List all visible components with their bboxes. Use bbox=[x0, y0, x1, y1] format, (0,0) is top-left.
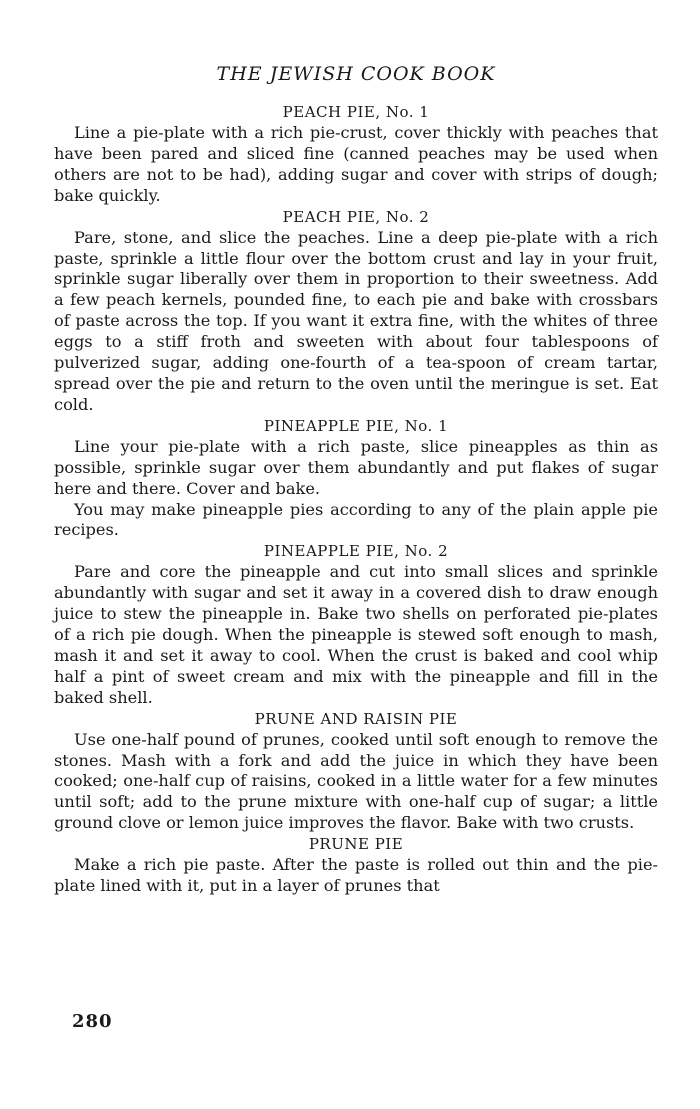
recipe-paragraph: Line your pie-plate with a rich paste, slice pineapples as thin as possible, sprinkle sugar over them abundantly and put flakes of sugar here and there. Cover and bake. bbox=[54, 436, 658, 498]
recipe-title: PEACH PIE, No. 1 bbox=[282, 103, 430, 121]
recipe-title: PEACH PIE, No. 2 bbox=[282, 207, 430, 226]
recipe-title: PRUNE AND RAISIN PIE bbox=[254, 709, 458, 728]
recipe-prune-pie bbox=[54, 834, 658, 897]
recipe-paragraph: You may make pineapple pies according to any of the plain apple pie recipes. bbox=[54, 499, 658, 540]
recipe-paragraph: Line a pie-plate with a rich pie-crust, cover thickly with peaches that have been pared and sliced fine (canned peaches may be used when others are not to be had), adding sugar and cover with strips of dough; bake quickly. bbox=[54, 123, 658, 205]
recipe-pineapple-pie-1 bbox=[54, 416, 658, 542]
recipe-title: PINEAPPLE PIE, No. 1 bbox=[263, 416, 449, 435]
recipe-title: PINEAPPLE PIE, No. 2 bbox=[263, 542, 449, 561]
book-page bbox=[54, 62, 658, 897]
running-head: THE JEWISH COOK BOOK bbox=[216, 63, 496, 85]
recipe-paragraph: Use one-half pound of prunes, cooked until soft enough to remove the stones. Mash with a fork and add the juice in which they have been cooked; one-half cup of raisins, cooked in a little water for a few minutes until soft; add to the prune mixture with one-half cup of sugar; a little ground clove or lemon juice improves the flavor. Bake with two crusts. bbox=[54, 729, 658, 833]
recipe-paragraph: Make a rich pie paste. After the paste is rolled out thin and the pie-plate lined with it, put in a layer of prunes that bbox=[54, 855, 658, 896]
recipe-paragraph: Pare and core the pineapple and cut into small slices and sprinkle abundantly with sugar and set it away in a covered dish to draw enough juice to stew the pineapple in. Bake two shells on perforated pie-plates of a rich pie dough. When the pineapple is stewed soft enough to mash, mash it and set it away to cool. When the crust is baked and cool whip half a pint of sweet cream and mix with the pineapple and fill in the baked shell. bbox=[54, 562, 658, 707]
page-number: 280 bbox=[72, 1011, 113, 1032]
recipe-peach-pie-1 bbox=[54, 102, 658, 207]
recipe-prune-and-raisin-pie bbox=[54, 709, 658, 835]
recipe-pineapple-pie-2 bbox=[54, 541, 658, 708]
recipe-peach-pie-2 bbox=[54, 207, 658, 416]
recipe-title: PRUNE PIE bbox=[308, 835, 404, 854]
recipe-paragraph: Pare, stone, and slice the peaches. Line a deep pie-plate with a rich paste, sprinkle a little flour over the bottom crust and lay in your fruit, sprinkle sugar liberally over them in proportion to their sweetness. Add a few peach kernels, pounded fine, to each pie and bake with crossbars of paste across the top. If you want it extra fine, with the whites of three eggs to a stiff froth and sweeten with about four tablespoons of pulverized sugar, adding one-fourth of a tea-spoon of cream tartar, spread over the pie and return to the oven until the meringue is set. Eat cold. bbox=[54, 227, 658, 414]
